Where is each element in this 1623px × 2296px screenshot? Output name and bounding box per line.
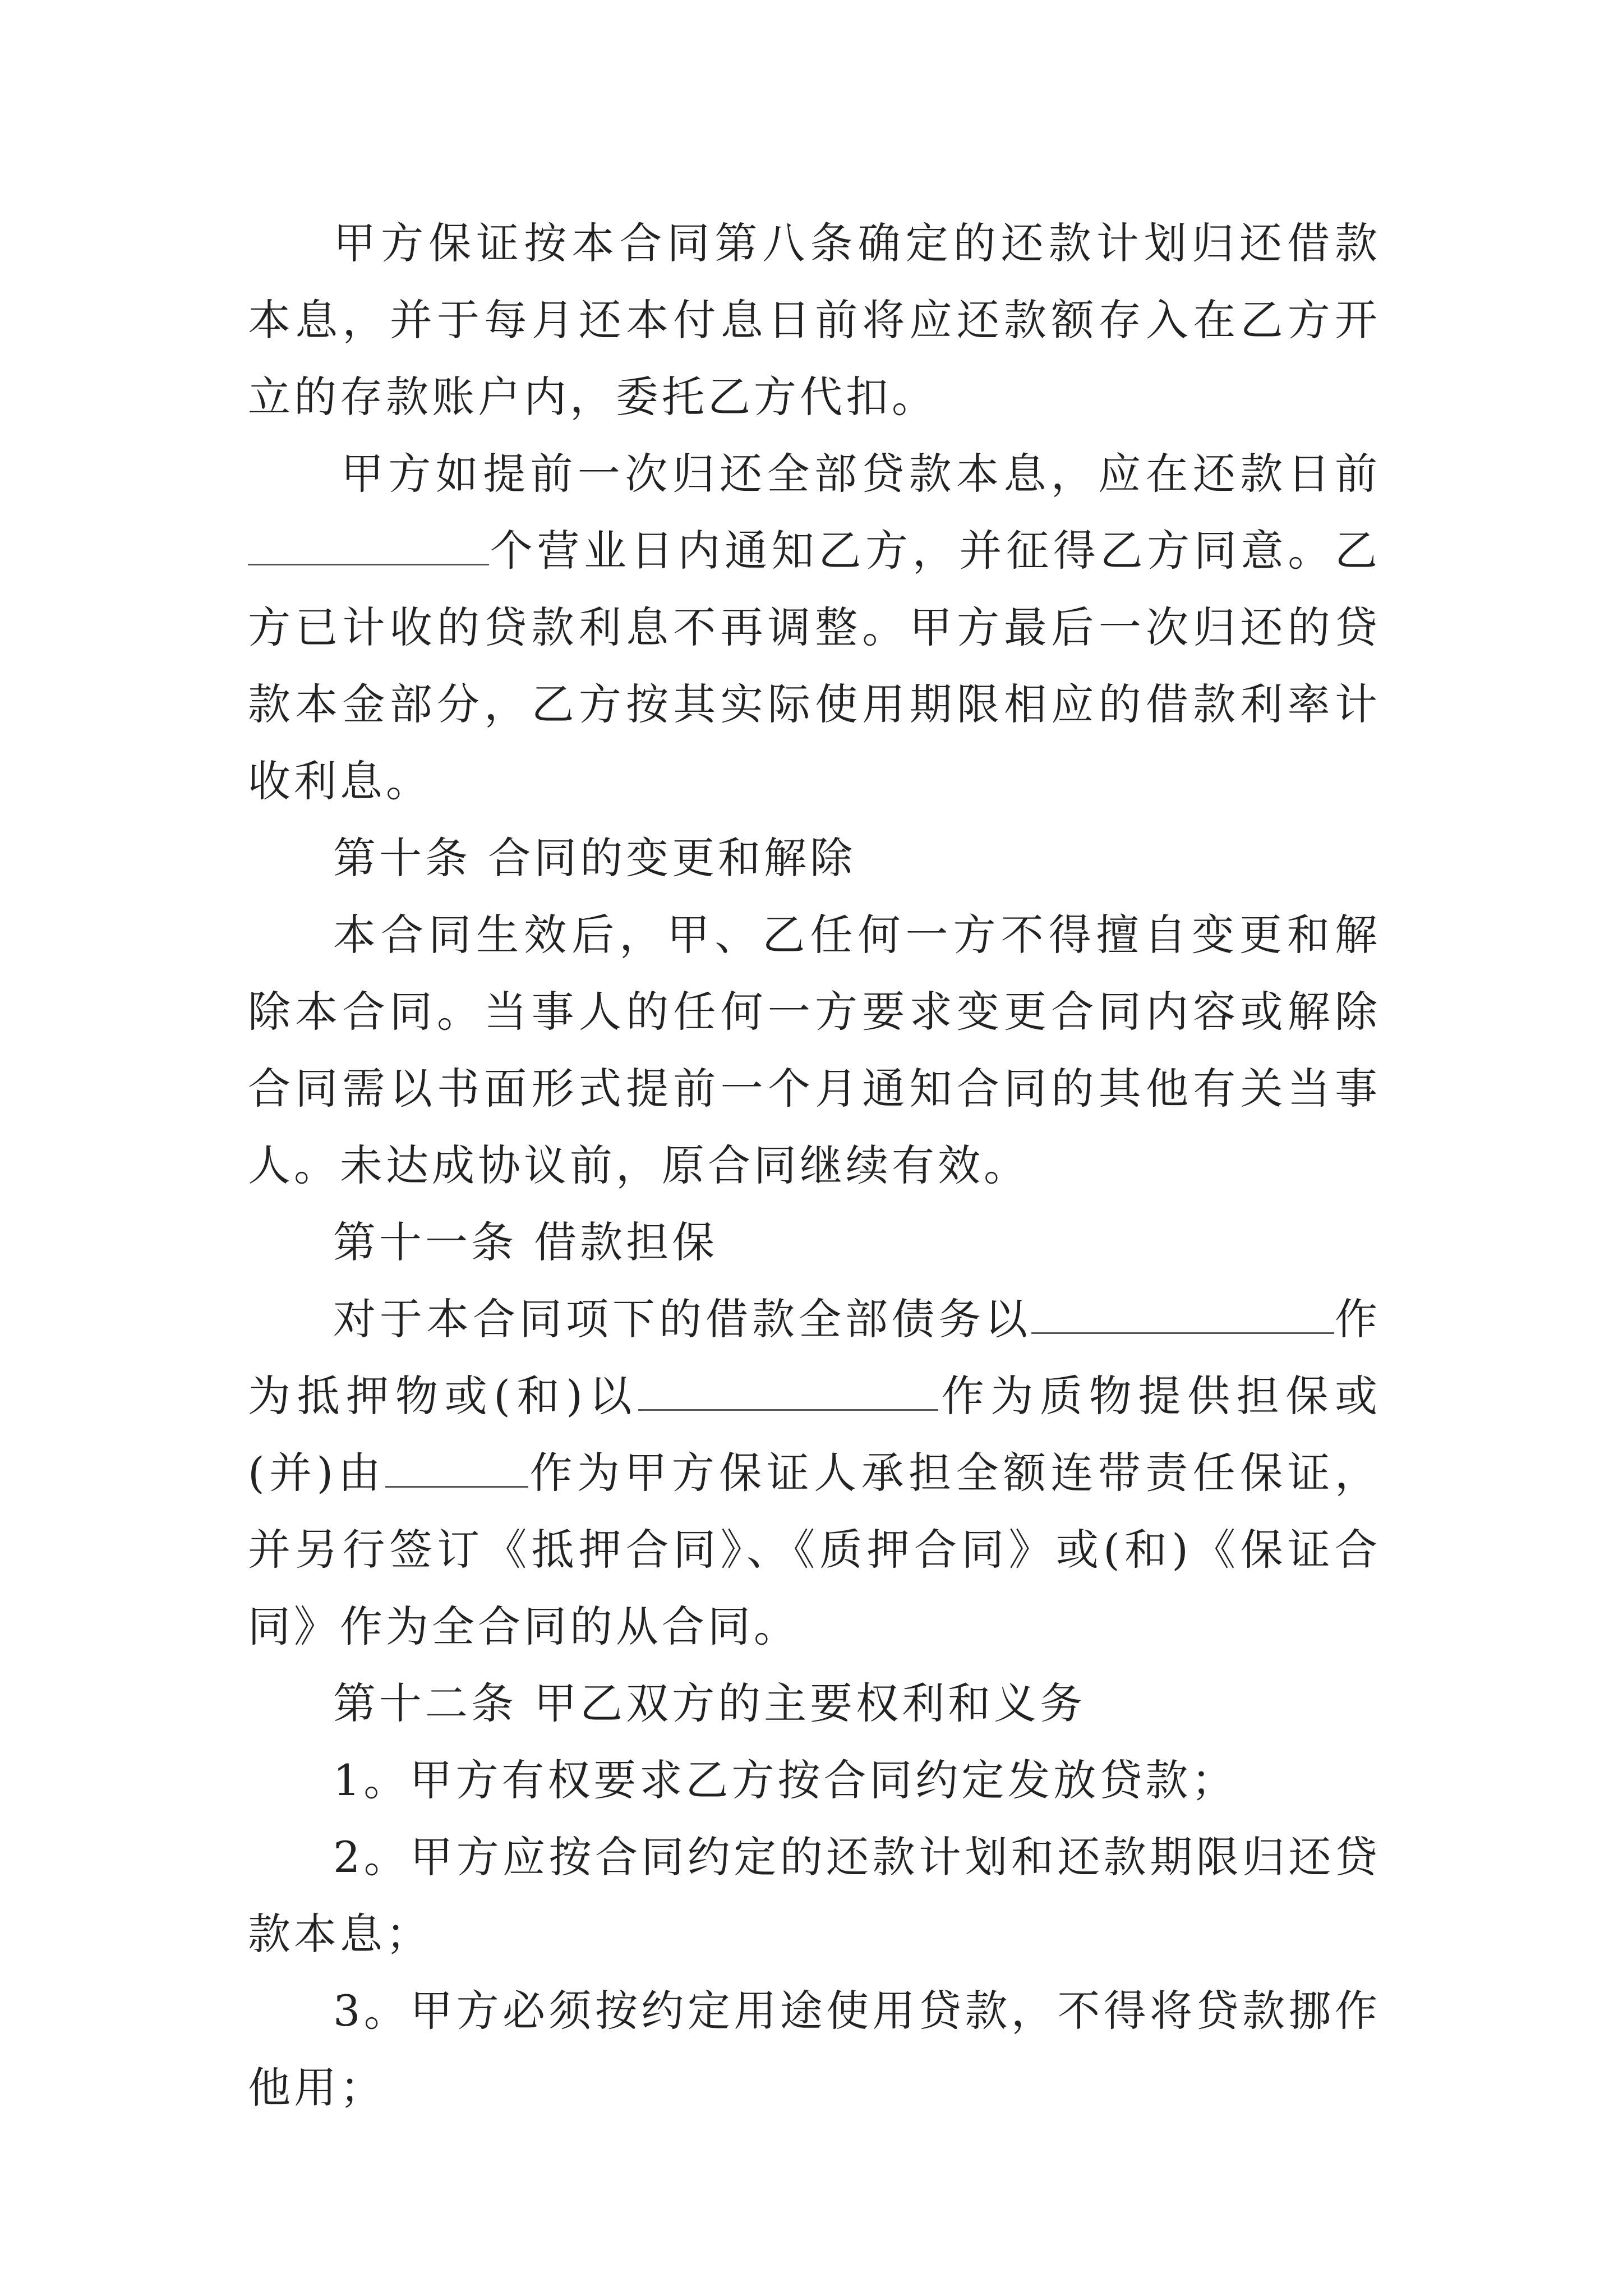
paragraph-repayment-plan: 甲方保证按本合同第八条确定的还款计划归还借款本息，并于每月还本付息日前将应还款额存入在乙方开立的存款账户内，委托乙方代扣。: [248, 218, 1381, 422]
early-repayment-text-end: 个营业日内通知乙方，并征得乙方同意。乙方已计收的贷款利息不再调整。甲方最后一次归还的贷款本金部分，乙方按其实际使用期限相应的借款利率计收利息。: [248, 526, 1381, 806]
guarantee-text-2: 作为抵押物或(和)以: [248, 1294, 1381, 1421]
list-item-3: 3。甲方必须按约定用途使用贷款，不得将贷款挪作他用；: [248, 1986, 1381, 2113]
paragraph-early-repayment: [248, 435, 1381, 820]
list-item-2: 2。甲方应按合同约定的还款计划和还款期限归还贷款本息；: [248, 1832, 1381, 1959]
blank-guarantor: [385, 1450, 528, 1488]
paragraph-loan-guarantee: [248, 1281, 1381, 1665]
guarantee-text-3: 作为质物提供担保或(并)由: [248, 1371, 1381, 1498]
document-body: [248, 205, 1381, 2126]
guarantee-text-4: 作为甲方保证人承担全额连带责任保证，并另行签订《抵押合同》、《质押合同》或(和)《保证合同》作为全合同的从合同。: [248, 1448, 1381, 1651]
article-12-heading: 第十二条 甲乙双方的主要权利和义务: [333, 1678, 1086, 1728]
guarantee-text-1: 对于本合同项下的借款全部债务以: [333, 1294, 1031, 1344]
blank-business-days: [248, 528, 489, 565]
article-11-heading: 第十一条 借款担保: [333, 1217, 718, 1267]
article-10-heading: 第十条 合同的变更和解除: [333, 833, 856, 883]
blank-mortgage: [1031, 1296, 1334, 1334]
blank-pledge: [638, 1373, 938, 1411]
list-item-1: 1。甲方有权要求乙方按合同约定发放贷款；: [333, 1755, 1238, 1805]
paragraph-contract-modification: 本合同生效后，甲、乙任何一方不得擅自变更和解除本合同。当事人的任何一方要求变更合同内容或解除合同需以书面形式提前一个月通知合同的其他有关当事人。未达成协议前，原合同继续有效。: [248, 910, 1381, 1190]
early-repayment-text-start: 甲方如提前一次归还全部贷款本息，应在还款日前: [341, 449, 1381, 499]
